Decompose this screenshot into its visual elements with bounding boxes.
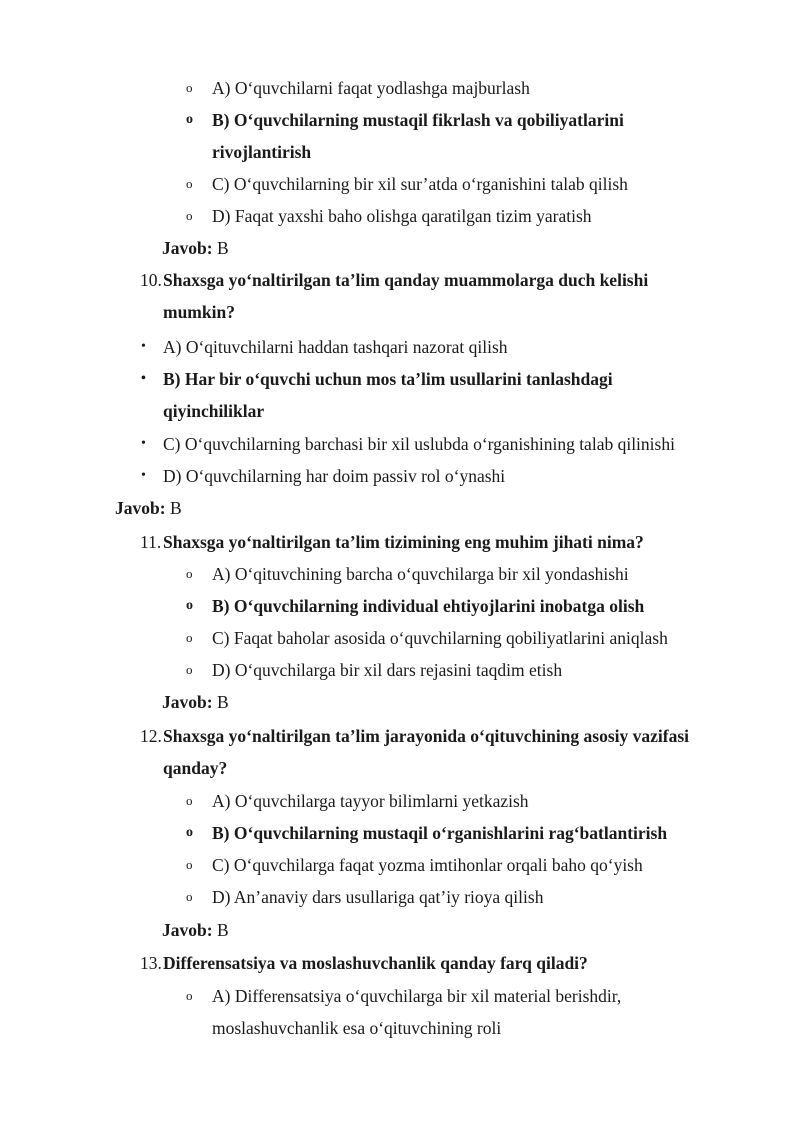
question-text: Differensatsiya va moslashuvchanlik qanday farq qiladi? xyxy=(163,953,588,973)
question-number: 10. xyxy=(140,270,162,290)
answer-line xyxy=(162,918,229,942)
question-number: 11. xyxy=(140,532,162,552)
option-b-text: B) O‘quvchilarning individual ehtiyojlarini inobatga olish xyxy=(212,596,645,616)
circle-bullet-icon: o xyxy=(186,566,193,581)
circle-bullet-icon: o xyxy=(186,112,193,127)
question-number: 13. xyxy=(140,953,162,973)
option-c-text: C) O‘quvchilarning barchasi bir xil uslubda o‘rganishining talab qilinishi xyxy=(163,434,675,454)
answer-line xyxy=(162,690,229,714)
option-a-text: A) O‘quvchilarni faqat yodlashga majburlash xyxy=(212,78,530,98)
answer-value: B xyxy=(212,920,229,940)
answer-value: B xyxy=(165,498,182,518)
question-number: 12. xyxy=(140,726,162,746)
option-b-text: B) O‘quvchilarning mustaqil fikrlash va qobiliyatlarini xyxy=(212,110,624,130)
option-c-text: C) O‘quvchilarga faqat yozma imtihonlar orqali baho qo‘yish xyxy=(212,855,643,875)
circle-bullet-icon: o xyxy=(186,857,193,872)
question-text: Shaxsga yo‘naltirilgan ta’lim qanday muammolarga duch kelishi xyxy=(163,270,649,290)
circle-bullet-icon: o xyxy=(186,825,193,840)
circle-bullet-icon: o xyxy=(186,889,193,904)
question-text: Shaxsga yo‘naltirilgan ta’lim jarayonida o‘qituvchining asosiy vazifasi xyxy=(163,726,690,746)
circle-bullet-icon: o xyxy=(186,176,193,191)
answer-label: Javob: xyxy=(115,498,166,518)
option-b-text-cont: rivojlantirish xyxy=(212,142,312,162)
option-c-text: C) Faqat baholar asosida o‘quvchilarning qobiliyatlarini aniqlash xyxy=(212,628,668,648)
option-d-text: D) O‘quvchilarga bir xil dars rejasini taqdim etish xyxy=(212,660,563,680)
circle-bullet-icon: o xyxy=(186,662,193,677)
question-text: Shaxsga yo‘naltirilgan ta’lim tizimining eng muhim jihati nima? xyxy=(163,532,644,552)
answer-value: B xyxy=(212,692,229,712)
circle-bullet-icon: o xyxy=(186,988,193,1003)
option-b-text-cont: qiyinchiliklar xyxy=(163,401,265,421)
option-a-text: A) Differensatsiya o‘quvchilarga bir xil material berishdir, xyxy=(212,986,622,1006)
answer-label: Javob: xyxy=(162,692,213,712)
option-b-text: B) Har bir o‘quvchi uchun mos ta’lim usullarini tanlashdagi xyxy=(163,369,613,389)
dot-bullet-icon: • xyxy=(141,371,146,386)
option-d-text: D) O‘quvchilarning har doim passiv rol o‘ynashi xyxy=(163,466,506,486)
option-a-text: A) O‘qituvchilarni haddan tashqari nazorat qilish xyxy=(163,337,508,357)
option-a-text-cont: moslashuvchanlik esa o‘qituvchining roli xyxy=(212,1018,502,1038)
answer-line xyxy=(162,236,229,260)
option-d-text: D) Faqat yaxshi baho olishga qaratilgan tizim yaratish xyxy=(212,206,592,226)
dot-bullet-icon: • xyxy=(141,339,146,354)
circle-bullet-icon: o xyxy=(186,80,193,95)
circle-bullet-icon: o xyxy=(186,630,193,645)
answer-label: Javob: xyxy=(162,238,213,258)
circle-bullet-icon: o xyxy=(186,208,193,223)
answer-line xyxy=(115,496,182,520)
option-d-text: D) An’anaviy dars usullariga qat’iy rioya qilish xyxy=(212,887,544,907)
answer-value: B xyxy=(212,238,229,258)
option-c-text: C) O‘quvchilarning bir xil sur’atda o‘rganishini talab qilish xyxy=(212,174,628,194)
dot-bullet-icon: • xyxy=(141,468,146,483)
answer-label: Javob: xyxy=(162,920,213,940)
option-b-text: B) O‘quvchilarning mustaqil o‘rganishlarini rag‘batlantirish xyxy=(212,823,668,843)
option-a-text: A) O‘qituvchining barcha o‘quvchilarga bir xil yondashishi xyxy=(212,564,629,584)
question-text-cont: mumkin? xyxy=(163,302,235,322)
circle-bullet-icon: o xyxy=(186,793,193,808)
circle-bullet-icon: o xyxy=(186,598,193,613)
option-a-text: A) O‘quvchilarga tayyor bilimlarni yetkazish xyxy=(212,791,529,811)
question-text-cont: qanday? xyxy=(163,758,228,778)
dot-bullet-icon: • xyxy=(141,436,146,451)
